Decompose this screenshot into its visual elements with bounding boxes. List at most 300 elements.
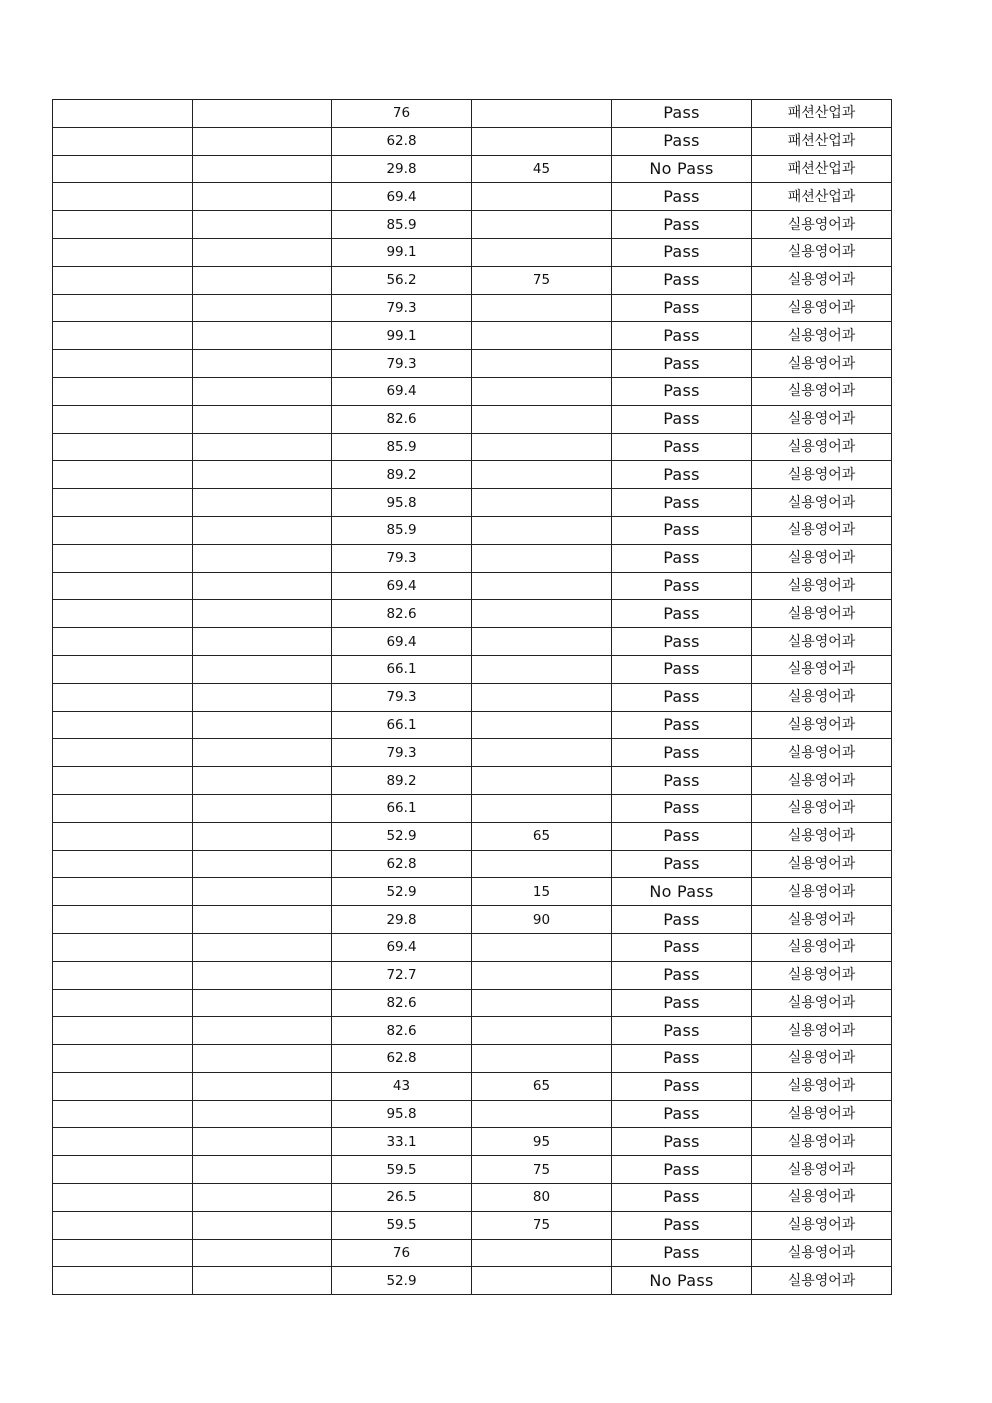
cell-col2 (193, 489, 332, 517)
cell-department: 실용영어과 (752, 350, 892, 378)
cell-result: Pass (612, 794, 752, 822)
cell-department: 실용영어과 (752, 767, 892, 795)
cell-col1 (53, 1128, 193, 1156)
cell-department: 실용영어과 (752, 377, 892, 405)
results-table (52, 99, 892, 1295)
cell-department: 패션산업과 (752, 100, 892, 128)
cell-department: 패션산업과 (752, 183, 892, 211)
cell-result: Pass (612, 822, 752, 850)
cell-retest (472, 1100, 612, 1128)
table-row (53, 628, 892, 656)
cell-score: 43 (332, 1072, 472, 1100)
cell-score: 69.4 (332, 628, 472, 656)
table-row (53, 600, 892, 628)
table-row (53, 572, 892, 600)
table-row (53, 266, 892, 294)
cell-department: 패션산업과 (752, 155, 892, 183)
cell-score: 72.7 (332, 961, 472, 989)
cell-col1 (53, 822, 193, 850)
cell-department: 실용영어과 (752, 572, 892, 600)
cell-department: 실용영어과 (752, 683, 892, 711)
cell-col2 (193, 1017, 332, 1045)
cell-col1 (53, 377, 193, 405)
cell-col2 (193, 961, 332, 989)
table-row (53, 1017, 892, 1045)
cell-col2 (193, 878, 332, 906)
cell-col2 (193, 767, 332, 795)
cell-col2 (193, 294, 332, 322)
cell-col1 (53, 294, 193, 322)
cell-department: 실용영어과 (752, 711, 892, 739)
cell-col2 (193, 433, 332, 461)
cell-score: 59.5 (332, 1211, 472, 1239)
table-row (53, 433, 892, 461)
cell-col2 (193, 600, 332, 628)
cell-department: 실용영어과 (752, 238, 892, 266)
results-table-body (53, 100, 892, 1295)
cell-col2 (193, 1267, 332, 1295)
cell-department: 실용영어과 (752, 405, 892, 433)
cell-result: Pass (612, 711, 752, 739)
cell-col2 (193, 1072, 332, 1100)
cell-result: Pass (612, 989, 752, 1017)
table-row (53, 1239, 892, 1267)
cell-retest (472, 961, 612, 989)
cell-result: Pass (612, 600, 752, 628)
cell-result: Pass (612, 1072, 752, 1100)
cell-retest (472, 655, 612, 683)
cell-retest (472, 322, 612, 350)
cell-retest: 95 (472, 1128, 612, 1156)
cell-retest: 65 (472, 1072, 612, 1100)
cell-result: Pass (612, 628, 752, 656)
cell-retest (472, 100, 612, 128)
cell-score: 62.8 (332, 1045, 472, 1073)
cell-department: 실용영어과 (752, 989, 892, 1017)
cell-result: Pass (612, 405, 752, 433)
cell-retest: 45 (472, 155, 612, 183)
cell-col2 (193, 461, 332, 489)
cell-col1 (53, 433, 193, 461)
cell-result: Pass (612, 933, 752, 961)
cell-retest (472, 489, 612, 517)
cell-score: 85.9 (332, 211, 472, 239)
cell-result: Pass (612, 1156, 752, 1184)
cell-retest: 75 (472, 1211, 612, 1239)
cell-result: No Pass (612, 155, 752, 183)
cell-retest (472, 767, 612, 795)
cell-col1 (53, 1267, 193, 1295)
table-row (53, 850, 892, 878)
cell-col2 (193, 1045, 332, 1073)
table-row (53, 127, 892, 155)
cell-score: 79.3 (332, 294, 472, 322)
table-row (53, 767, 892, 795)
cell-score: 66.1 (332, 794, 472, 822)
cell-col1 (53, 1100, 193, 1128)
cell-department: 실용영어과 (752, 1045, 892, 1073)
cell-col1 (53, 211, 193, 239)
cell-col1 (53, 544, 193, 572)
cell-department: 실용영어과 (752, 1267, 892, 1295)
cell-retest (472, 628, 612, 656)
cell-department: 실용영어과 (752, 294, 892, 322)
cell-col1 (53, 850, 193, 878)
cell-col2 (193, 1156, 332, 1184)
cell-score: 89.2 (332, 461, 472, 489)
cell-col2 (193, 739, 332, 767)
cell-department: 실용영어과 (752, 600, 892, 628)
cell-retest (472, 572, 612, 600)
cell-department: 실용영어과 (752, 1128, 892, 1156)
cell-col2 (193, 238, 332, 266)
cell-retest (472, 461, 612, 489)
cell-col1 (53, 461, 193, 489)
cell-retest (472, 238, 612, 266)
cell-department: 실용영어과 (752, 266, 892, 294)
cell-col2 (193, 266, 332, 294)
cell-retest (472, 850, 612, 878)
cell-score: 69.4 (332, 933, 472, 961)
cell-department: 실용영어과 (752, 1184, 892, 1212)
cell-retest (472, 600, 612, 628)
cell-department: 실용영어과 (752, 933, 892, 961)
table-row (53, 516, 892, 544)
cell-result: Pass (612, 516, 752, 544)
cell-retest: 75 (472, 266, 612, 294)
cell-department: 패션산업과 (752, 127, 892, 155)
cell-retest (472, 405, 612, 433)
cell-department: 실용영어과 (752, 1072, 892, 1100)
cell-col1 (53, 100, 193, 128)
cell-result: Pass (612, 906, 752, 934)
cell-retest (472, 1045, 612, 1073)
cell-col2 (193, 322, 332, 350)
cell-result: Pass (612, 544, 752, 572)
table-row (53, 1184, 892, 1212)
cell-score: 62.8 (332, 850, 472, 878)
cell-col1 (53, 572, 193, 600)
cell-col2 (193, 794, 332, 822)
cell-col2 (193, 1211, 332, 1239)
cell-col2 (193, 906, 332, 934)
table-row (53, 655, 892, 683)
cell-score: 62.8 (332, 127, 472, 155)
cell-result: Pass (612, 183, 752, 211)
cell-col1 (53, 266, 193, 294)
table-row (53, 1156, 892, 1184)
cell-retest (472, 433, 612, 461)
table-row (53, 100, 892, 128)
cell-score: 69.4 (332, 377, 472, 405)
cell-score: 82.6 (332, 989, 472, 1017)
cell-col1 (53, 1072, 193, 1100)
cell-retest: 90 (472, 906, 612, 934)
cell-score: 52.9 (332, 878, 472, 906)
cell-score: 26.5 (332, 1184, 472, 1212)
cell-score: 95.8 (332, 1100, 472, 1128)
cell-department: 실용영어과 (752, 961, 892, 989)
cell-col2 (193, 655, 332, 683)
cell-score: 89.2 (332, 767, 472, 795)
cell-score: 52.9 (332, 822, 472, 850)
cell-result: Pass (612, 961, 752, 989)
table-row (53, 794, 892, 822)
cell-col1 (53, 1239, 193, 1267)
table-row (53, 1267, 892, 1295)
cell-department: 실용영어과 (752, 850, 892, 878)
cell-col1 (53, 1045, 193, 1073)
cell-col1 (53, 683, 193, 711)
cell-col2 (193, 350, 332, 378)
cell-score: 82.6 (332, 600, 472, 628)
cell-col2 (193, 683, 332, 711)
cell-result: Pass (612, 1239, 752, 1267)
cell-col2 (193, 1128, 332, 1156)
cell-score: 82.6 (332, 405, 472, 433)
cell-score: 95.8 (332, 489, 472, 517)
table-row (53, 211, 892, 239)
cell-col1 (53, 739, 193, 767)
cell-score: 79.3 (332, 683, 472, 711)
cell-retest (472, 544, 612, 572)
cell-col1 (53, 489, 193, 517)
table-row (53, 1128, 892, 1156)
cell-department: 실용영어과 (752, 878, 892, 906)
cell-department: 실용영어과 (752, 1100, 892, 1128)
table-row (53, 377, 892, 405)
cell-col1 (53, 1156, 193, 1184)
cell-result: Pass (612, 266, 752, 294)
cell-col1 (53, 516, 193, 544)
table-row (53, 461, 892, 489)
cell-result: Pass (612, 572, 752, 600)
cell-col1 (53, 711, 193, 739)
cell-result: Pass (612, 1211, 752, 1239)
cell-col1 (53, 961, 193, 989)
table-row (53, 961, 892, 989)
cell-result: Pass (612, 100, 752, 128)
cell-department: 실용영어과 (752, 628, 892, 656)
table-row (53, 906, 892, 934)
cell-col2 (193, 1239, 332, 1267)
table-row (53, 544, 892, 572)
table-row (53, 322, 892, 350)
cell-col2 (193, 544, 332, 572)
cell-department: 실용영어과 (752, 544, 892, 572)
table-row (53, 822, 892, 850)
cell-result: Pass (612, 683, 752, 711)
cell-result: No Pass (612, 1267, 752, 1295)
cell-retest (472, 294, 612, 322)
cell-col1 (53, 405, 193, 433)
cell-score: 82.6 (332, 1017, 472, 1045)
cell-retest (472, 739, 612, 767)
cell-score: 33.1 (332, 1128, 472, 1156)
table-row (53, 683, 892, 711)
cell-col1 (53, 989, 193, 1017)
cell-col2 (193, 183, 332, 211)
cell-score: 79.3 (332, 544, 472, 572)
cell-score: 69.4 (332, 572, 472, 600)
table-row (53, 489, 892, 517)
cell-retest: 15 (472, 878, 612, 906)
cell-col2 (193, 933, 332, 961)
cell-department: 실용영어과 (752, 1211, 892, 1239)
cell-department: 실용영어과 (752, 211, 892, 239)
cell-result: Pass (612, 655, 752, 683)
table-row (53, 1072, 892, 1100)
cell-retest (472, 794, 612, 822)
cell-retest (472, 1017, 612, 1045)
cell-retest (472, 211, 612, 239)
cell-score: 59.5 (332, 1156, 472, 1184)
table-row (53, 1045, 892, 1073)
cell-retest (472, 989, 612, 1017)
cell-department: 실용영어과 (752, 489, 892, 517)
cell-col1 (53, 350, 193, 378)
table-row (53, 739, 892, 767)
cell-col1 (53, 628, 193, 656)
cell-department: 실용영어과 (752, 1156, 892, 1184)
cell-col2 (193, 516, 332, 544)
table-row (53, 933, 892, 961)
cell-department: 실용영어과 (752, 1017, 892, 1045)
cell-score: 69.4 (332, 183, 472, 211)
cell-score: 99.1 (332, 238, 472, 266)
cell-score: 29.8 (332, 155, 472, 183)
cell-col1 (53, 183, 193, 211)
cell-col2 (193, 628, 332, 656)
cell-col2 (193, 405, 332, 433)
cell-col1 (53, 1184, 193, 1212)
cell-score: 66.1 (332, 655, 472, 683)
cell-col2 (193, 211, 332, 239)
cell-score: 79.3 (332, 739, 472, 767)
table-row (53, 1100, 892, 1128)
table-row (53, 238, 892, 266)
cell-score: 56.2 (332, 266, 472, 294)
cell-retest (472, 377, 612, 405)
cell-result: Pass (612, 850, 752, 878)
cell-result: Pass (612, 238, 752, 266)
cell-col2 (193, 572, 332, 600)
cell-col1 (53, 906, 193, 934)
table-row (53, 1211, 892, 1239)
cell-col1 (53, 155, 193, 183)
cell-result: Pass (612, 1045, 752, 1073)
cell-department: 실용영어과 (752, 516, 892, 544)
cell-col2 (193, 989, 332, 1017)
cell-score: 76 (332, 1239, 472, 1267)
cell-col2 (193, 822, 332, 850)
cell-retest: 75 (472, 1156, 612, 1184)
cell-col2 (193, 155, 332, 183)
cell-retest: 65 (472, 822, 612, 850)
cell-result: Pass (612, 1100, 752, 1128)
cell-col2 (193, 127, 332, 155)
cell-score: 85.9 (332, 516, 472, 544)
cell-result: Pass (612, 1128, 752, 1156)
cell-col2 (193, 100, 332, 128)
cell-score: 52.9 (332, 1267, 472, 1295)
cell-col1 (53, 1017, 193, 1045)
cell-col1 (53, 600, 193, 628)
cell-department: 실용영어과 (752, 433, 892, 461)
cell-col1 (53, 767, 193, 795)
cell-retest (472, 683, 612, 711)
cell-score: 76 (332, 100, 472, 128)
table-row (53, 878, 892, 906)
cell-col1 (53, 794, 193, 822)
cell-score: 85.9 (332, 433, 472, 461)
table-row (53, 350, 892, 378)
cell-retest (472, 127, 612, 155)
cell-result: Pass (612, 127, 752, 155)
cell-retest (472, 183, 612, 211)
cell-result: Pass (612, 433, 752, 461)
table-row (53, 711, 892, 739)
cell-department: 실용영어과 (752, 461, 892, 489)
cell-col2 (193, 711, 332, 739)
table-row (53, 405, 892, 433)
table-row (53, 183, 892, 211)
cell-retest (472, 516, 612, 544)
cell-retest (472, 1267, 612, 1295)
table-row (53, 989, 892, 1017)
cell-department: 실용영어과 (752, 322, 892, 350)
cell-result: Pass (612, 461, 752, 489)
cell-score: 66.1 (332, 711, 472, 739)
table-row (53, 155, 892, 183)
cell-col2 (193, 377, 332, 405)
cell-col1 (53, 655, 193, 683)
cell-result: No Pass (612, 878, 752, 906)
cell-result: Pass (612, 350, 752, 378)
cell-col1 (53, 127, 193, 155)
cell-result: Pass (612, 322, 752, 350)
cell-retest (472, 350, 612, 378)
cell-score: 99.1 (332, 322, 472, 350)
cell-retest (472, 711, 612, 739)
cell-score: 79.3 (332, 350, 472, 378)
cell-result: Pass (612, 1184, 752, 1212)
cell-col1 (53, 878, 193, 906)
cell-result: Pass (612, 739, 752, 767)
cell-department: 실용영어과 (752, 822, 892, 850)
cell-retest (472, 933, 612, 961)
cell-col2 (193, 1100, 332, 1128)
cell-department: 실용영어과 (752, 906, 892, 934)
cell-col1 (53, 1211, 193, 1239)
cell-result: Pass (612, 211, 752, 239)
cell-col1 (53, 933, 193, 961)
cell-department: 실용영어과 (752, 655, 892, 683)
cell-department: 실용영어과 (752, 739, 892, 767)
cell-department: 실용영어과 (752, 1239, 892, 1267)
cell-col2 (193, 1184, 332, 1212)
cell-result: Pass (612, 489, 752, 517)
cell-result: Pass (612, 1017, 752, 1045)
cell-col2 (193, 850, 332, 878)
cell-col1 (53, 238, 193, 266)
cell-score: 29.8 (332, 906, 472, 934)
cell-col1 (53, 322, 193, 350)
cell-result: Pass (612, 377, 752, 405)
cell-result: Pass (612, 294, 752, 322)
cell-retest: 80 (472, 1184, 612, 1212)
cell-retest (472, 1239, 612, 1267)
